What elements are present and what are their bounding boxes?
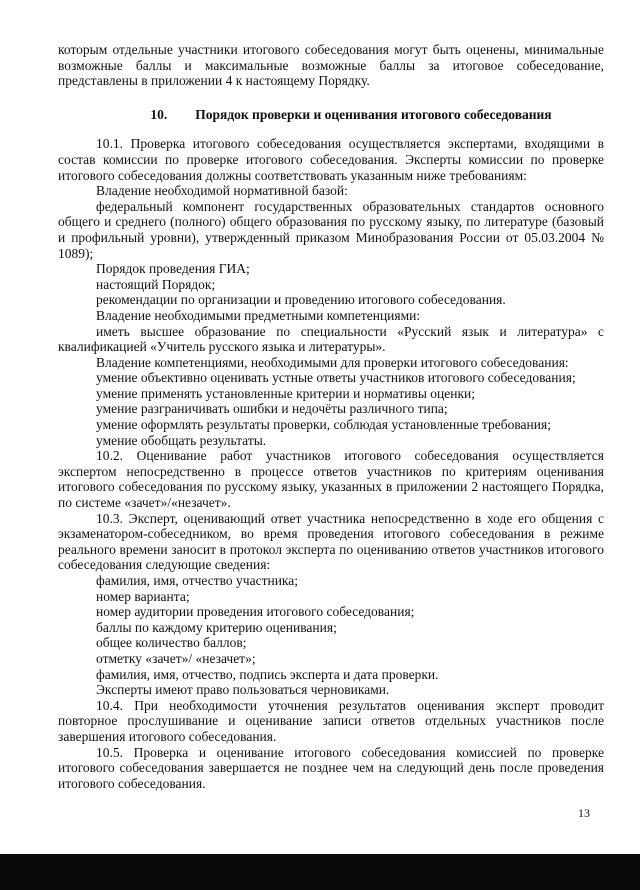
list-item: отметку «зачет»/ «незачет»; <box>96 650 256 666</box>
list-item: настоящий Порядок; <box>96 276 216 292</box>
paragraph: Владение необходимой нормативной базой: <box>96 183 348 199</box>
list-item: баллы по каждому критерию оценивания; <box>96 619 337 635</box>
paragraph: иметь высшее образование по специальности «Русский язык и литература» с квалификацией «Учитель русского языка и литературы». <box>58 323 604 355</box>
list-item: номер аудитории проведения итогового собеседования; <box>96 604 415 620</box>
section-body <box>58 136 604 791</box>
list-item: умение применять установленные критерии и нормативы оценки; <box>96 385 475 401</box>
list-item: Порядок проведения ГИА; <box>96 261 250 277</box>
page-number: 13 <box>578 806 590 820</box>
list-item: фамилия, имя, отчество участника; <box>96 573 299 588</box>
paragraph: 10.3. Эксперт, оценивающий ответ участника непосредственно в ходе его общения с экзаменатором-собеседником, во время проведения итогового собеседования в режиме реального времени заносит в протокол эксперта по оцениванию ответов участников итогового собеседования следующие сведения: <box>58 510 604 573</box>
paragraph: 10.1. Проверка итогового собеседования осуществляется экспертами, входящими в состав комиссии по проверке итогового собеседования. Эксперты комиссии по проверке итогового собеседования должны соответствовать указанным ниже требованиям: <box>58 136 604 183</box>
list-item: номер варианта; <box>96 588 190 604</box>
section-heading <box>58 107 604 123</box>
list-item: фамилия, имя, отчество, подпись эксперта и дата проверки. <box>96 666 439 682</box>
section-number: 10. <box>150 106 168 122</box>
paragraph: 10.2. Оценивание работ участников итогового собеседования осуществляется экспертом непосредственно в процессе ответов участников по критериям оценивания итогового собеседования по русскому языку, указанных в приложении 2 настоящего Порядка, по системе «зачет»/«незачет». <box>58 448 604 511</box>
list-item: рекомендации по организации и проведению итогового собеседования. <box>96 292 506 308</box>
list-item: умение объективно оценивать устные ответы участников итогового собеседования; <box>96 370 576 386</box>
intro-paragraph: которым отдельные участники итогового собеседования могут быть оценены, минимальные возможные баллы и максимальные возможные баллы за итоговое собеседование, представлены в приложении 4 к настоящему Порядку. <box>58 42 604 89</box>
page-text <box>58 42 604 791</box>
list-item: умение обобщать результаты. <box>96 432 267 448</box>
list-item: умение оформлять результаты проверки, соблюдая установленные требования; <box>96 417 551 433</box>
section-title: Порядок проверки и оценивания итогового собеседования <box>195 106 552 122</box>
list-item: умение разграничивать ошибки и недочёты различного типа; <box>96 401 448 417</box>
paragraph: 10.4. При необходимости уточнения результатов оценивания эксперт проводит повторное прослушивание и оценивание записи ответов отдельных участников после завершения итогового собеседования. <box>58 697 604 744</box>
scan-border <box>0 854 640 890</box>
paragraph: Владение необходимыми предметными компетенциями: <box>96 307 421 323</box>
list-item: общее количество баллов; <box>96 635 247 651</box>
paragraph: 10.5. Проверка и оценивание итогового собеседования комиссией по проверке итогового собеседования завершается не позднее чем на следующий день после проведения итогового собеседования. <box>58 744 604 791</box>
paragraph: Владение компетенциями, необходимыми для проверки итогового собеседования: <box>96 354 569 370</box>
paragraph: федеральный компонент государственных образовательных стандартов основного общего и среднего (полного) общего образования по русскому языку, по литературе (базовый и профильный уровни), утвержденный приказом Минобразования России от 05.03.2004 № 1089); <box>58 198 604 261</box>
list-item: Эксперты имеют право пользоваться черновиками. <box>96 682 390 698</box>
